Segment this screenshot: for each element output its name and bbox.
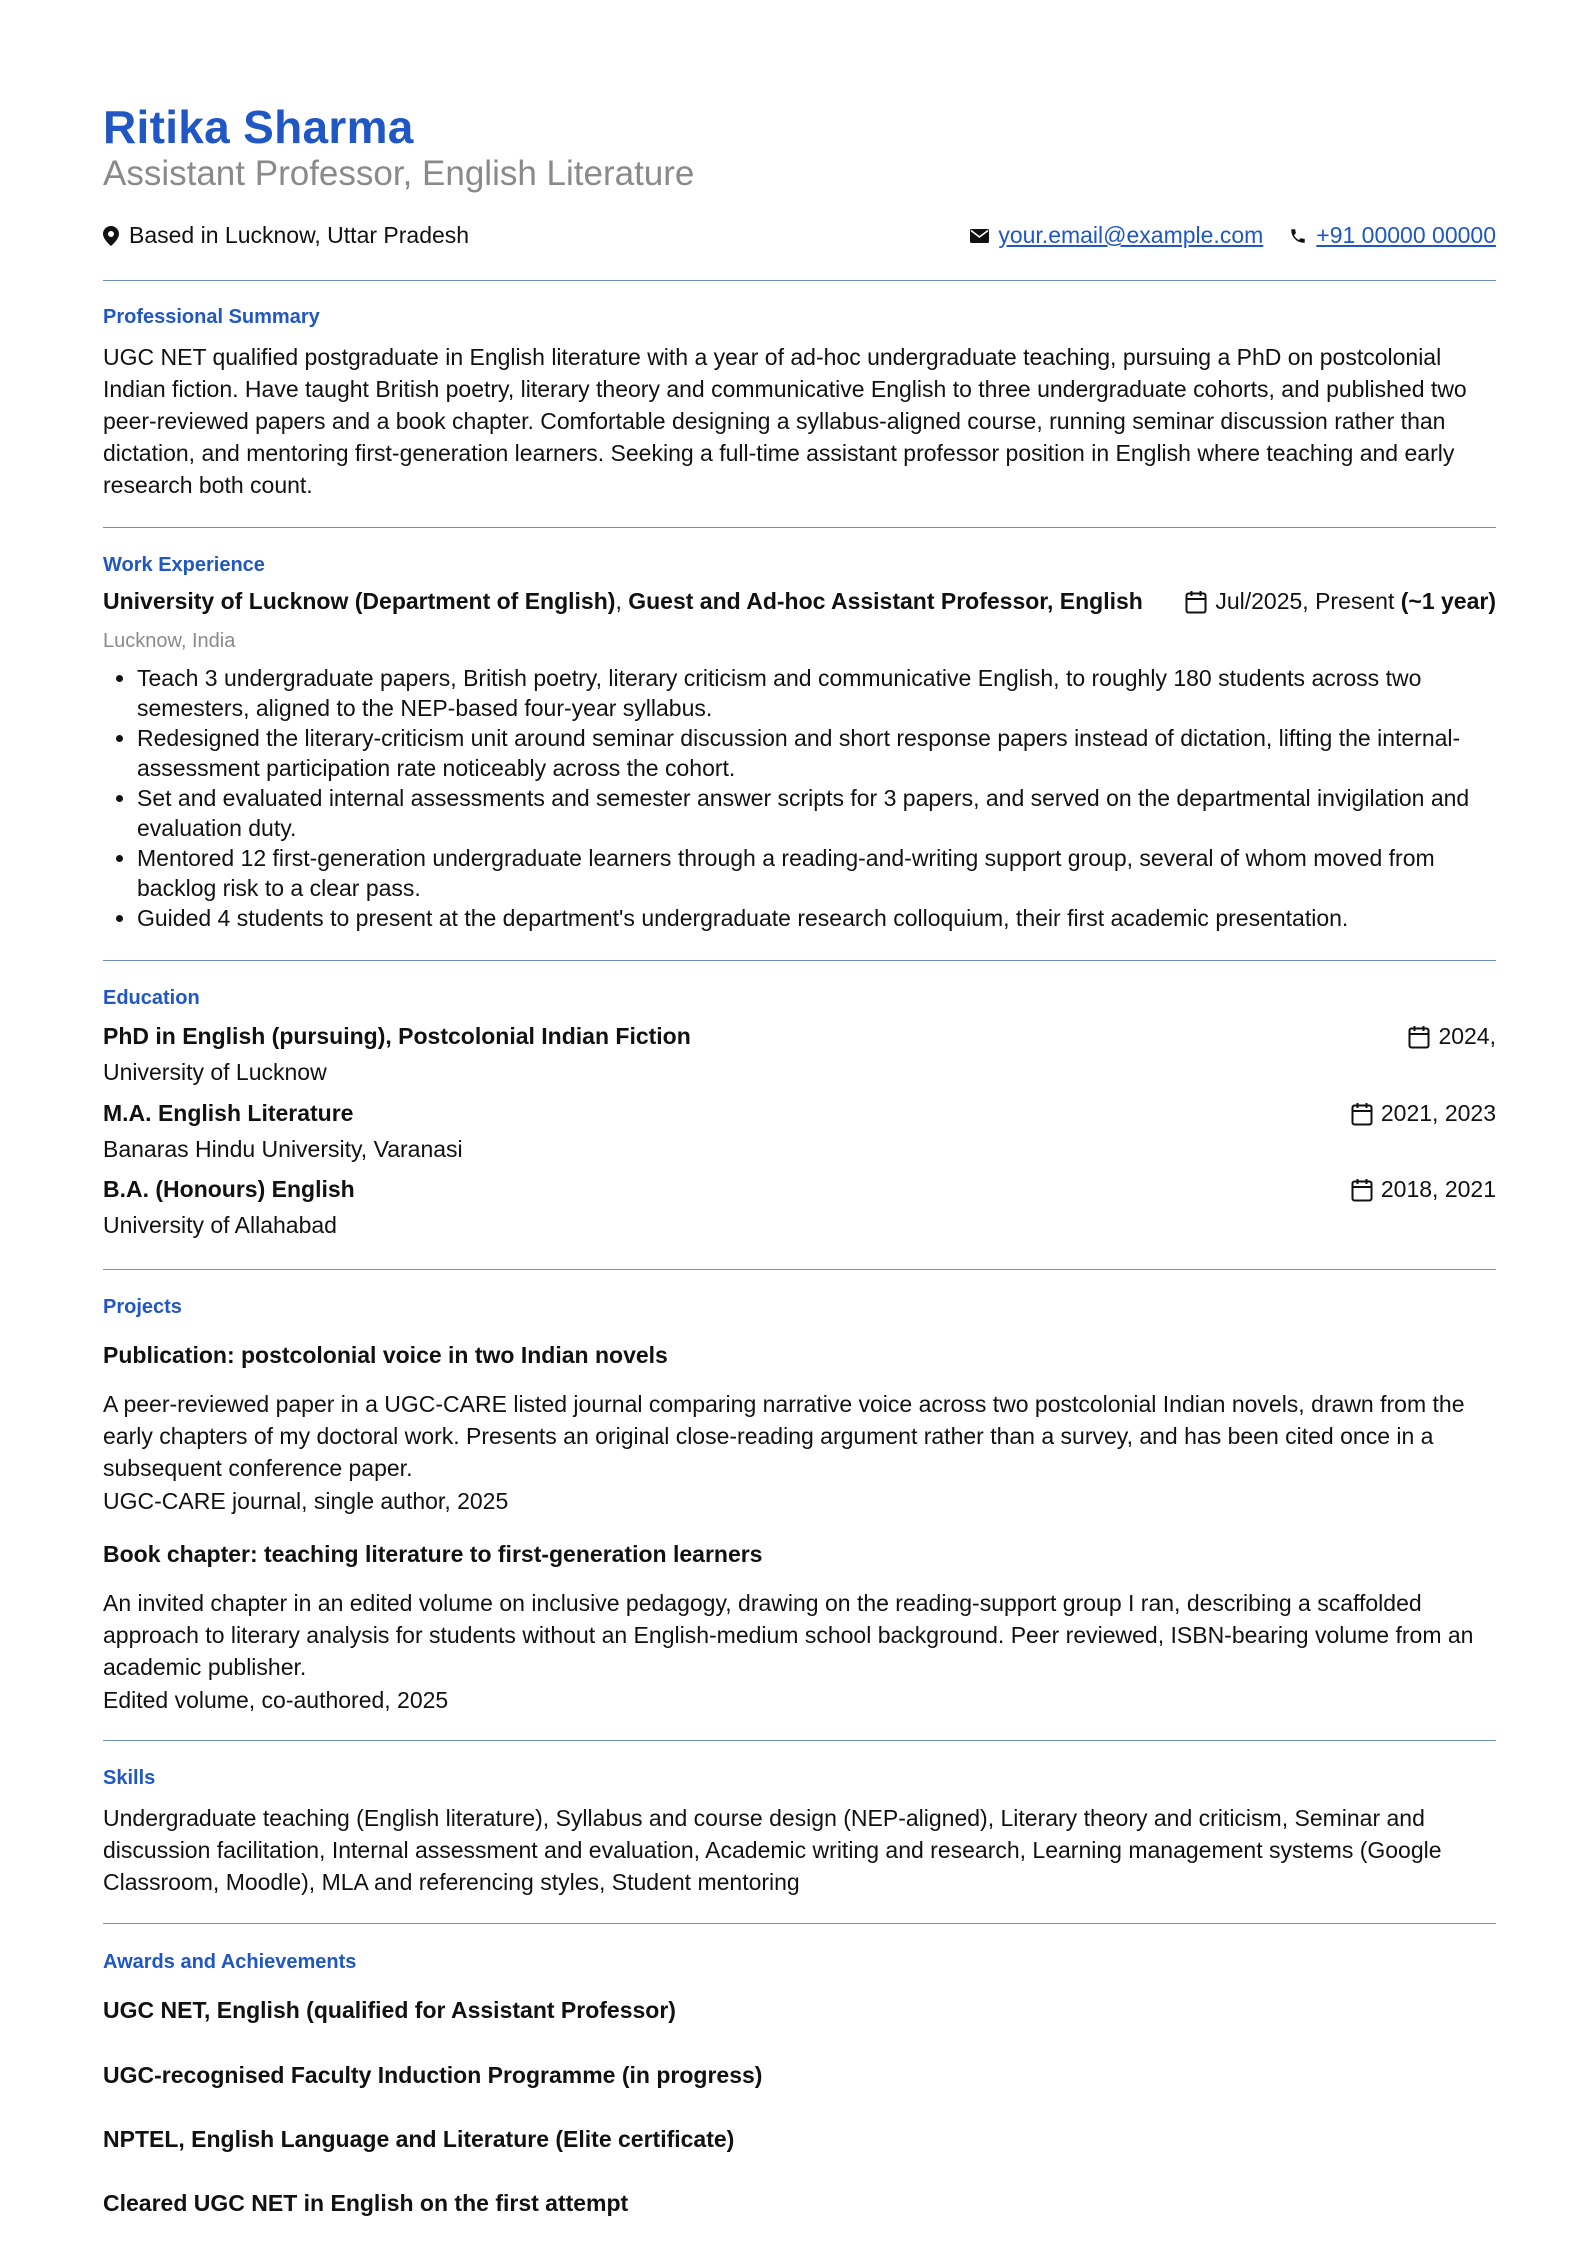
project-title: Publication: postcolonial voice in two Indian novels: [103, 1342, 668, 1368]
divider: [103, 1269, 1496, 1270]
list-item: • Redesigned the literary-criticism unit around seminar discussion and short response papers instead of dictation, lifting the internal-assessment participation rate noticeably across the cohort.: [137, 723, 1496, 783]
award-item: UGC NET, English (qualified for Assistant Professor): [103, 1997, 676, 2023]
email-item: [970, 222, 1263, 249]
calendar-icon: [1408, 1025, 1430, 1049]
award-item: Cleared UGC NET in English on the first attempt: [103, 2190, 629, 2216]
institution: University of Allahabad: [103, 1212, 337, 1238]
job-header: [103, 588, 1496, 615]
title-separator: ,: [615, 588, 629, 614]
contact-links: [970, 222, 1496, 249]
job-duration: (~1 year): [1400, 588, 1496, 614]
divider: [103, 280, 1496, 281]
education-dates: [1408, 1023, 1496, 1050]
education-date-text: 2024,: [1438, 1023, 1496, 1049]
job-location: Lucknow, India: [103, 630, 236, 652]
candidate-name: Ritika Sharma: [103, 101, 414, 153]
job-date-range: Jul/2025, Present: [1215, 588, 1395, 614]
institution: University of Lucknow: [103, 1059, 327, 1085]
section-heading-experience: Work Experience: [103, 554, 265, 576]
divider: [103, 1740, 1496, 1741]
project-description: An invited chapter in an edited volume on inclusive pedagogy, drawing on the reading-support group I ran, describing a scaffolded approach to literary analysis for students without an English-medium school background. Peer reviewed, ISBN-bearing volume from an academic publisher.: [103, 1590, 1474, 1680]
job-dates: [1185, 588, 1496, 615]
education-date-text: 2021, 2023: [1380, 1100, 1496, 1126]
section-heading-summary: Professional Summary: [103, 306, 320, 328]
degree: B.A. (Honours) English: [103, 1176, 355, 1202]
award-item: NPTEL, English Language and Literature (Elite certificate): [103, 2126, 735, 2152]
degree: PhD in English (pursuing), Postcolonial Indian Fiction: [103, 1023, 691, 1049]
location-text: Based in Lucknow, Uttar Pradesh: [129, 222, 470, 248]
degree: M.A. English Literature: [103, 1100, 354, 1126]
project-title: Book chapter: teaching literature to first-generation learners: [103, 1541, 763, 1567]
calendar-icon: [1351, 1102, 1373, 1126]
award-item: UGC-recognised Faculty Induction Programme (in progress): [103, 2062, 763, 2088]
list-item: • Teach 3 undergraduate papers, British poetry, literary criticism and communicative English, to roughly 180 students across two semesters, aligned to the NEP-based four-year syllabus.: [137, 663, 1496, 723]
education-dates: [1351, 1100, 1496, 1127]
email-link[interactable]: your.email@example.com: [998, 222, 1264, 248]
envelope-icon: [970, 229, 989, 243]
job-title-line: [103, 588, 1143, 615]
education-dates: [1351, 1176, 1496, 1203]
candidate-title: Assistant Professor, English Literature: [103, 154, 695, 193]
calendar-icon: [1351, 1178, 1373, 1202]
list-item: • Set and evaluated internal assessments and semester answer scripts for 3 papers, and served on the departmental invigilation and evaluation duty.: [137, 783, 1496, 843]
contact-bar: [103, 222, 1496, 256]
location: [103, 222, 469, 249]
phone-item: [1289, 222, 1496, 249]
section-heading-education: Education: [103, 987, 200, 1009]
phone-icon: [1289, 227, 1307, 245]
divider: [103, 960, 1496, 961]
summary-text: UGC NET qualified postgraduate in English literature with a year of ad-hoc undergraduate teaching, pursuing a PhD on postcolonial Indian fiction. Have taught British poetry, literary theory and communicative English to three undergraduate cohorts, and published two peer-reviewed papers and a book chapter. Comfortable designing a syllabus-aligned course, running seminar discussion rather than dictation, and mentoring first-generation learners. Seeking a full-time assistant professor position in English where teaching and early research both count.: [103, 344, 1467, 498]
divider: [103, 527, 1496, 528]
job-role: Guest and Ad-hoc Assistant Professor, English: [628, 588, 1143, 614]
section-heading-projects: Projects: [103, 1296, 182, 1318]
calendar-icon: [1185, 590, 1207, 614]
section-heading-skills: Skills: [103, 1767, 156, 1789]
phone-link[interactable]: +91 00000 00000: [1316, 222, 1496, 248]
list-item: • Mentored 12 first-generation undergraduate learners through a reading-and-writing support group, several of whom moved from backlog risk to a clear pass.: [137, 843, 1496, 903]
list-item: • Guided 4 students to present at the department's undergraduate research colloquium, their first academic presentation.: [137, 903, 1496, 933]
divider: [103, 1923, 1496, 1924]
skills-text: Undergraduate teaching (English literature), Syllabus and course design (NEP-aligned), Literary theory and criticism, Seminar and discussion facilitation, Internal assessment and evaluation, Academic writing and research, Learning management systems (Google Classroom, Moodle), MLA and referencing styles, Student mentoring: [103, 1805, 1442, 1895]
institution: Banaras Hindu University, Varanasi: [103, 1136, 463, 1162]
project-meta: Edited volume, co-authored, 2025: [103, 1687, 449, 1713]
education-date-text: 2018, 2021: [1380, 1176, 1496, 1202]
project-description: A peer-reviewed paper in a UGC-CARE listed journal comparing narrative voice across two postcolonial Indian novels, drawn from the early chapters of my doctoral work. Presents an original close-reading argument rather than a survey, and has been cited once in a subsequent conference paper.: [103, 1391, 1465, 1481]
job-bullets: [103, 663, 1496, 933]
map-pin-icon: [103, 226, 119, 246]
project-meta: UGC-CARE journal, single author, 2025: [103, 1488, 509, 1514]
section-heading-awards: Awards and Achievements: [103, 1951, 357, 1973]
employer: University of Lucknow (Department of English): [103, 588, 616, 614]
